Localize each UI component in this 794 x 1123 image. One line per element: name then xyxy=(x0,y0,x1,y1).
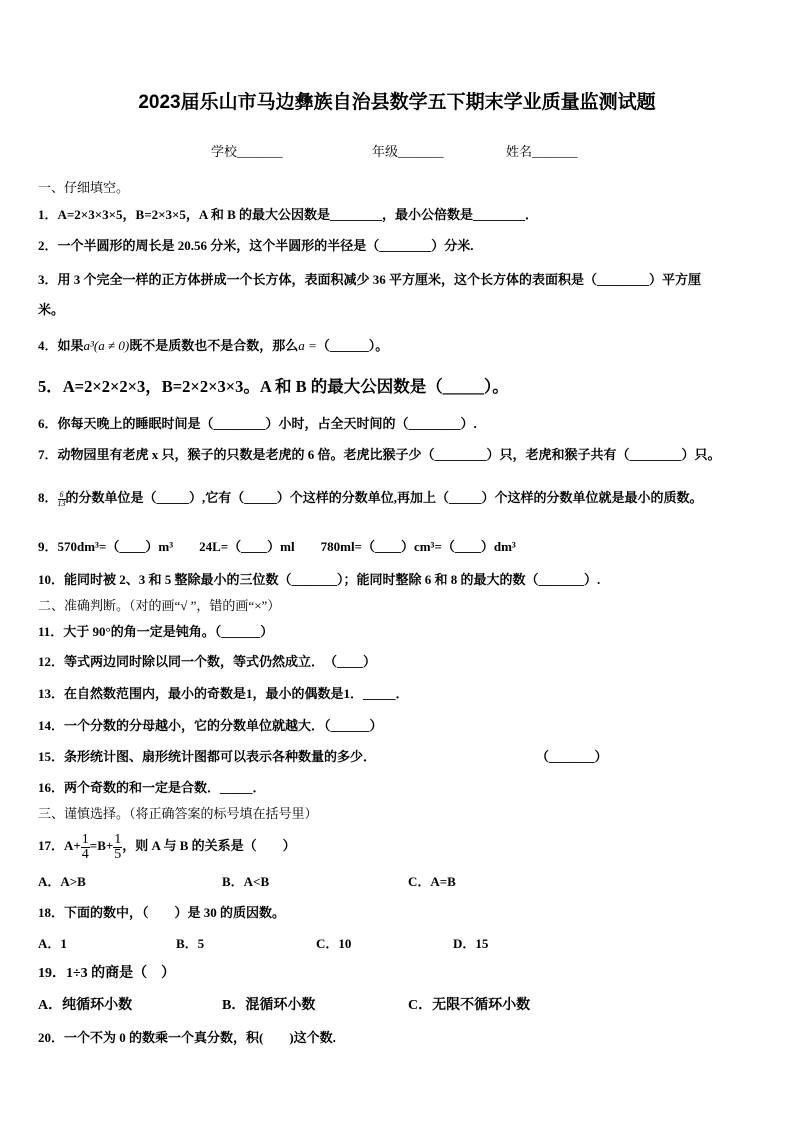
page-title: 2023届乐山市马边彝族自治县数学五下期末学业质量监测试题 xyxy=(138,92,656,113)
question-14: 14．一个分数的分母越小，它的分数单位就越大．（______） xyxy=(38,718,383,733)
q8-fraction xyxy=(58,491,66,508)
question-1: 1．A=2×3×3×5，B=2×3×5，A 和 B 的最大公因数是________，最小公倍数是________． xyxy=(38,207,539,222)
question-8 xyxy=(38,490,703,508)
question-2: 2．一个半圆形的周长是 20.56 分米，这个半圆形的半径是（________）分米. xyxy=(38,238,474,253)
q8-number: 8． xyxy=(38,490,58,505)
q18-option-a: A．1 xyxy=(38,936,67,951)
question-9: 9．570dm³=（____）m³ 24L=（____）ml 780ml=（____）cm³=（____）dm³ xyxy=(38,539,516,554)
question-5: 5．A=2×2×2×3，B=2×2×3×3。A 和 B 的最大公因数是（_____）。 xyxy=(38,377,509,396)
q8-numerator: 6 xyxy=(59,489,64,499)
q17-fraction-2 xyxy=(113,833,122,862)
q17-option-c: C．A=B xyxy=(408,874,456,889)
question-20: 20．一个不为 0 的数乘一个真分数，积( )这个数. xyxy=(38,1030,336,1045)
question-15: 15．条形统计图、扇形统计图都可以表示各种数量的多少． xyxy=(38,749,377,764)
q17-option-b: B．A<B xyxy=(222,874,270,889)
q8-denominator: 13 xyxy=(57,498,66,508)
q18-option-c: C．10 xyxy=(316,936,352,951)
section-heading: 二、准确判断。（对的画“√ ”，错的画“×”） xyxy=(38,598,281,613)
q17-prefix: 17．A+ xyxy=(38,838,81,853)
section-heading: 三、谨慎选择。（将正确答案的标号填在括号里） xyxy=(38,806,318,821)
section-heading: 一、仔细填空。 xyxy=(38,180,130,195)
q17-numerator-2: 1 xyxy=(114,831,122,847)
q17-denominator-2: 5 xyxy=(114,846,122,862)
question-18: 18．下面的数中，（ ）是 30 的质因数。 xyxy=(38,905,286,920)
question-12: 12．等式两边同时除以同一个数，等式仍然成立． （____） xyxy=(38,654,377,669)
q4-middle: 既不是质数也不是合数，那么 xyxy=(129,338,299,353)
q4-prefix: 4．如果 xyxy=(38,338,84,353)
q4-expression: a³(a ≠ 0) xyxy=(83,338,130,353)
question-3: 3．用 3 个完全一样的正方体拼成一个长方体，表面积减少 36 平方厘米，这个长方体的表面积是（________）平方厘 xyxy=(38,272,702,287)
question-19: 19．1÷3 的商是（ ） xyxy=(38,966,176,981)
q19-option-c: C．无限不循环小数 xyxy=(408,998,531,1013)
q17-suffix: ，则 A 与 B 的关系是（ ） xyxy=(122,838,296,853)
q18-option-b: B．5 xyxy=(176,936,205,951)
grade-field[interactable]: 年级_______ xyxy=(372,144,444,159)
q8-text: 的分数单位是（_____）,它有（_____）个这样的分数单位,再加上（_____）个这样的分数单位就是最小的质数。 xyxy=(65,490,703,505)
question-13: 13．在自然数范围内，最小的奇数是1，最小的偶数是1．_____． xyxy=(38,686,409,701)
q4-variable: a = xyxy=(298,338,317,353)
question-16: 16．两个奇数的和一定是合数．_____． xyxy=(38,780,266,795)
question-11: 11．大于 90°的角一定是钝角。（______） xyxy=(38,624,274,639)
q19-option-a: A．纯循环小数 xyxy=(38,998,133,1013)
q18-option-d: D．15 xyxy=(453,936,489,951)
question-17 xyxy=(38,832,296,862)
question-4 xyxy=(38,338,388,354)
q4-suffix: （______）。 xyxy=(316,338,389,353)
question-15-blank: （_______） xyxy=(536,749,608,764)
q17-denominator-1: 4 xyxy=(81,846,89,862)
question-10: 10．能同时被 2、3 和 5 整除最小的三位数（_______）；能同时整除 6 和 8 的最大的数（_______）. xyxy=(38,572,601,587)
question-7: 7．动物园里有老虎 x 只，猴子的只数是老虎的 6 倍。老虎比猴子少（________）只，老虎和猴子共有（________）只。 xyxy=(38,447,721,462)
q19-option-b: B．混循环小数 xyxy=(222,998,316,1013)
question-3-cont: 米。 xyxy=(38,302,65,317)
q17-middle: =B+ xyxy=(89,838,114,853)
name-field[interactable]: 姓名_______ xyxy=(506,144,578,159)
q17-numerator-1: 1 xyxy=(81,831,89,847)
question-6: 6．你每天晚上的睡眠时间是（________）小时，占全天时间的（________）. xyxy=(38,416,477,431)
q17-fraction-1 xyxy=(81,833,90,862)
q17-option-a: A．A>B xyxy=(38,874,86,889)
school-field[interactable]: 学校_______ xyxy=(211,144,283,159)
